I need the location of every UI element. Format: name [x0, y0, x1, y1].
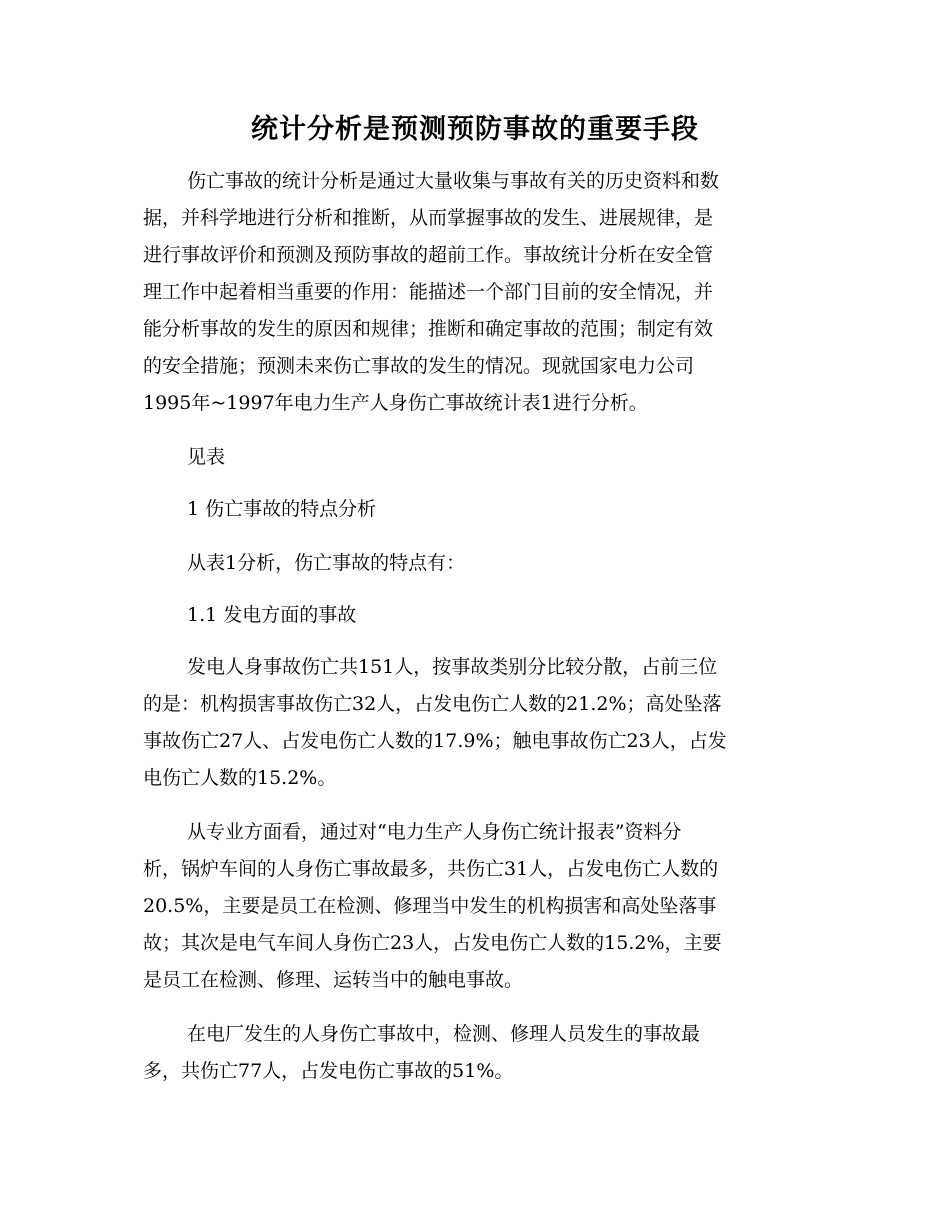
- paragraph-line: 析，锅炉车间的人身伤亡事故最多，共伤亡31人，占发电伤亡人数的: [143, 858, 719, 880]
- paragraph-line: 进行事故评价和预测及预防事故的超前工作。事故统计分析在安全管: [143, 244, 714, 266]
- page-title: 统计分析是预测预防事故的重要手段: [251, 114, 699, 145]
- paragraph-line: 伤亡事故的统计分析是通过大量收集与事故有关的历史资料和数: [187, 170, 720, 192]
- paragraph-line: 电伤亡人数的15.2%。: [143, 767, 337, 789]
- paragraph-line: 多，共伤亡77人，占发电伤亡事故的51%。: [143, 1060, 514, 1082]
- paragraph-intro: [143, 163, 808, 422]
- paragraph-line: 从专业方面看，通过对“电力生产人身伤亡统计报表”资料分: [187, 821, 682, 843]
- paragraph-line: 1995年~1997年电力生产人身伤亡事故统计表1进行分析。: [143, 392, 648, 414]
- paragraph-line: 在电厂发生的人身伤亡事故中，检测、修理人员发生的事故最: [187, 1023, 701, 1045]
- paragraph-line: 能分析事故的发生的原因和规律；推断和确定事故的范围；制定有效: [143, 318, 714, 340]
- paragraph-line: 的安全措施；预测未来伤亡事故的发生的情况。现就国家电力公司: [143, 355, 695, 377]
- paragraph-line: 是员工在检测、修理、运转当中的触电事故。: [143, 969, 524, 991]
- paragraph-line: 的是：机构损害事故伤亡32人，占发电伤亡人数的21.2%；高处坠落: [143, 693, 722, 715]
- section-heading-1-1: [143, 597, 808, 634]
- paragraph-table-analysis: [143, 545, 808, 582]
- paragraph-generation-accidents: [143, 649, 808, 797]
- section-heading-text: 1 伤亡事故的特点分析: [187, 498, 377, 520]
- paragraph-line: 见表: [187, 446, 226, 468]
- paragraph-professional-view: [143, 814, 808, 999]
- paragraph-line: 20.5%，主要是员工在检测、修理当中发生的机构损害和高处坠落事: [143, 895, 717, 917]
- paragraph-line: 据，并科学地进行分析和推断，从而掌握事故的发生、进展规律，是: [143, 207, 714, 229]
- paragraph-line: 事故伤亡27人、占发电伤亡人数的17.9%；触电事故伤亡23人，占发: [143, 730, 727, 752]
- paragraph-line: 从表1分析，伤亡事故的特点有：: [187, 552, 466, 574]
- paragraph-line: 理工作中起着相当重要的作用：能描述一个部门目前的安全情况，并: [143, 281, 714, 303]
- section-heading-1: [143, 491, 808, 528]
- paragraph-plant-accidents: [143, 1016, 808, 1090]
- paragraph-line: 发电人身事故伤亡共151人，按事故类别分比较分散，占前三位: [187, 656, 718, 678]
- paragraph-see-table: [143, 439, 808, 476]
- paragraph-line: 故；其次是电气车间人身伤亡23人，占发电伤亡人数的15.2%，主要: [143, 932, 722, 954]
- section-heading-text: 1.1 发电方面的事故: [187, 604, 357, 626]
